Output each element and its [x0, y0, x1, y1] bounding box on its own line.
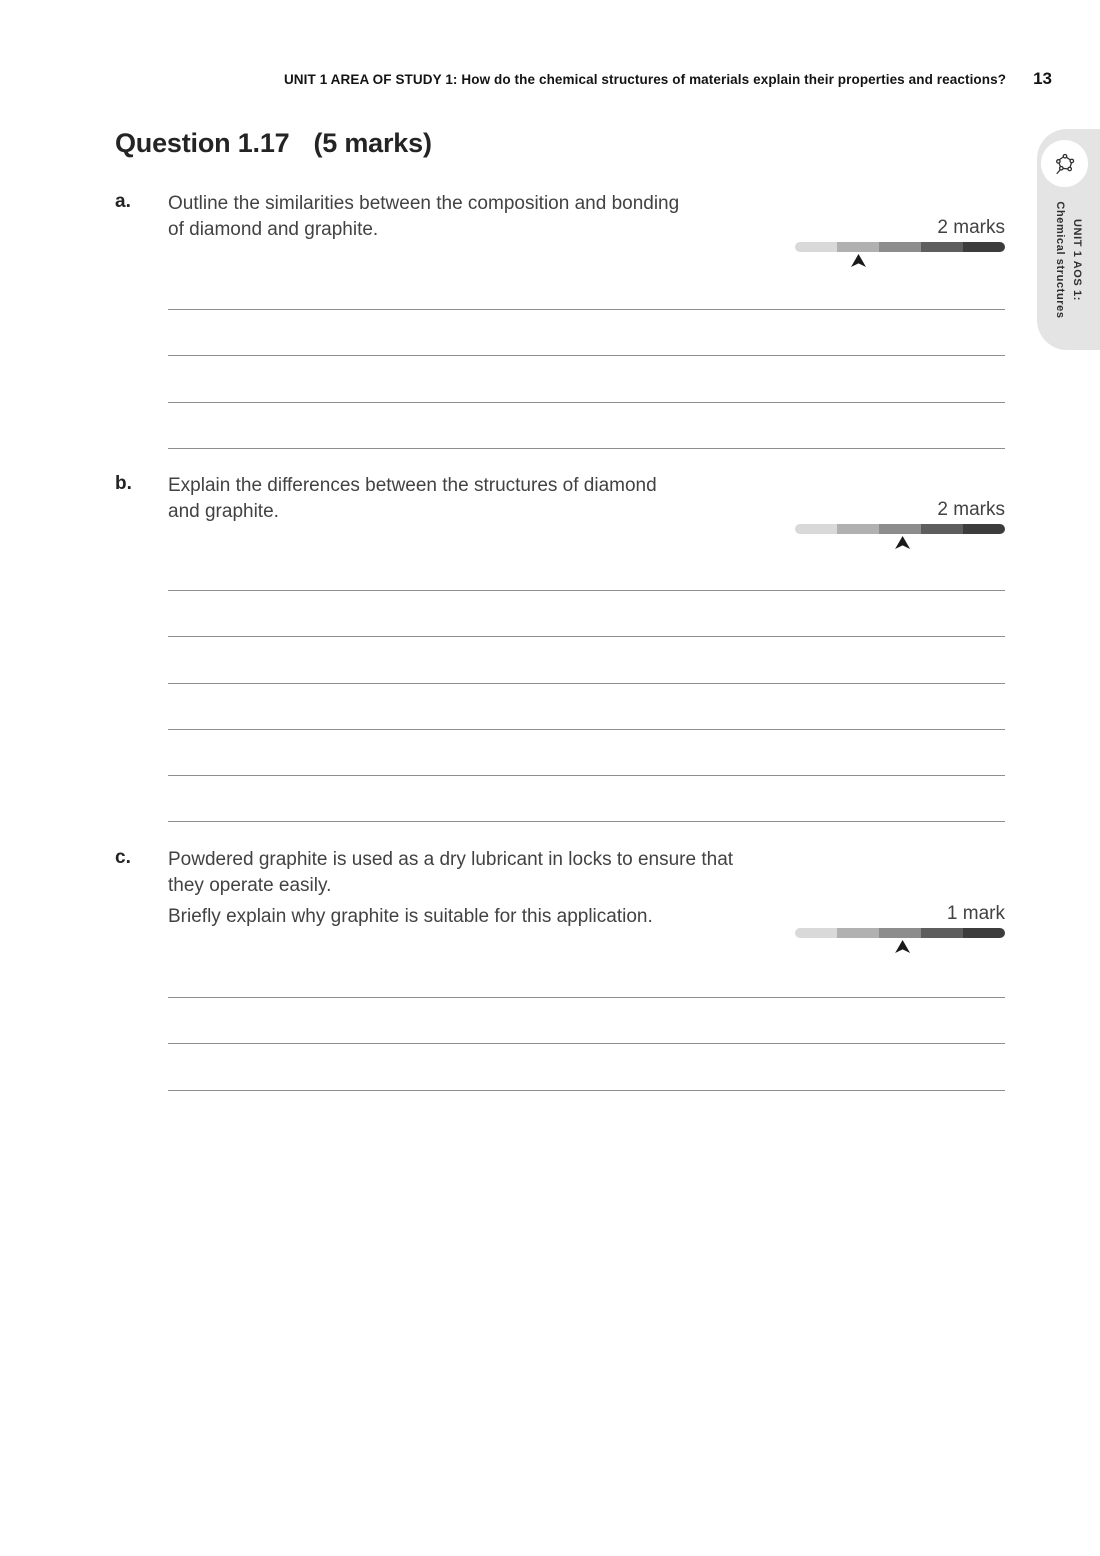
difficulty-indicator	[795, 928, 1005, 956]
question-c-text	[168, 847, 828, 930]
question-a-label: a.	[115, 191, 131, 212]
answer-line	[168, 402, 1005, 448]
difficulty-segment	[921, 242, 963, 252]
difficulty-indicator	[795, 524, 1005, 552]
answer-line	[168, 1090, 1005, 1136]
difficulty-segment	[795, 928, 837, 938]
answer-line	[168, 997, 1005, 1043]
question-text-line: Powdered graphite is used as a dry lubricant in locks to ensure that	[168, 849, 734, 870]
difficulty-segment	[837, 524, 879, 534]
molecule-icon	[1052, 151, 1078, 177]
difficulty-segment	[963, 928, 1005, 938]
difficulty-segment	[879, 524, 921, 534]
chapter-tab-label-line2: Chemical structures	[1054, 201, 1066, 319]
question-b-text	[168, 473, 828, 524]
difficulty-segment	[921, 524, 963, 534]
difficulty-marker-icon	[851, 254, 866, 267]
difficulty-segment	[879, 928, 921, 938]
difficulty-segment	[795, 524, 837, 534]
question-text-line: Explain the differences between the structures of diamond	[168, 475, 657, 496]
difficulty-segment	[963, 242, 1005, 252]
answer-lines-c	[168, 997, 1005, 1136]
question-b-marks: 2 marks	[937, 499, 1005, 520]
difficulty-segment	[879, 242, 921, 252]
answer-line	[168, 729, 1005, 775]
question-text-line: of diamond and graphite.	[168, 218, 379, 240]
page-number: 13	[1033, 69, 1052, 88]
chapter-tab-label-line1: UNIT 1 AOS 1:	[1071, 219, 1083, 301]
question-c-marks: 1 mark	[946, 903, 1005, 924]
question-c-prompt: Briefly explain why graphite is suitable for this application.	[168, 906, 653, 927]
answer-line	[168, 355, 1005, 401]
difficulty-segment	[837, 928, 879, 938]
difficulty-segment	[921, 928, 963, 938]
question-a-text	[168, 191, 828, 242]
question-b-label: b.	[115, 473, 132, 494]
question-a-marks: 2 marks	[937, 217, 1005, 238]
answer-lines-a	[168, 309, 1005, 494]
difficulty-segment	[795, 242, 837, 252]
question-b	[115, 473, 1005, 524]
difficulty-bar	[795, 524, 1005, 534]
difficulty-bar	[795, 242, 1005, 252]
answer-line	[168, 683, 1005, 729]
chapter-tab-circle	[1041, 140, 1088, 187]
difficulty-segment	[963, 524, 1005, 534]
difficulty-bar	[795, 928, 1005, 938]
difficulty-indicator	[795, 242, 1005, 270]
chapter-tab-label	[1051, 201, 1085, 318]
difficulty-marker-icon	[895, 536, 910, 549]
question-title	[115, 128, 432, 159]
answer-line	[168, 775, 1005, 821]
difficulty-marker-icon	[895, 940, 910, 953]
question-a	[115, 191, 1005, 242]
header-title: UNIT 1 AREA OF STUDY 1: How do the chemical structures of materials explain their properties and reactions?	[283, 72, 1007, 87]
page-header	[0, 69, 1052, 89]
answer-line	[168, 636, 1005, 682]
answer-line	[168, 1043, 1005, 1089]
question-title-text: Question 1.17	[115, 128, 290, 158]
answer-line	[168, 590, 1005, 636]
question-text-line: Outline the similarities between the composition and bonding	[168, 193, 680, 214]
question-text-line: they operate easily.	[168, 874, 332, 896]
difficulty-segment	[837, 242, 879, 252]
answer-line	[168, 309, 1005, 355]
question-title-marks: (5 marks)	[313, 128, 432, 158]
question-text-line: and graphite.	[168, 500, 279, 522]
question-c	[115, 847, 1005, 930]
answer-lines-b	[168, 590, 1005, 868]
question-c-label: c.	[115, 847, 131, 868]
